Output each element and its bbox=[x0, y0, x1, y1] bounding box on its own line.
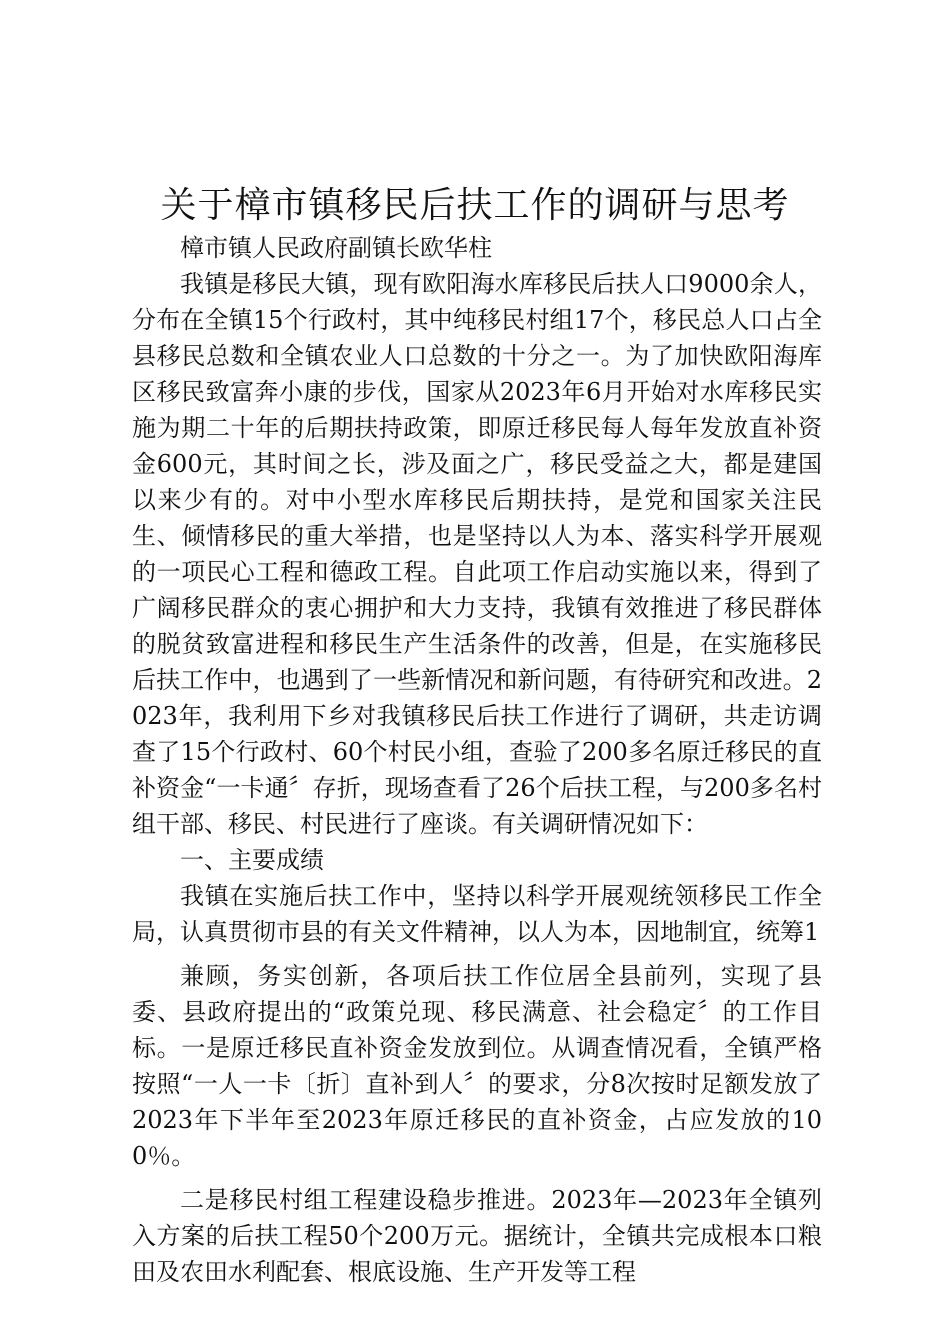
paragraph: 我镇是移民大镇，现有欧阳海水库移民后扶人口9000余人，分布在全镇15个行政村，其中纯移民村组17个，移民总人口占全县移民总数和全镇农业人口总数的十分之一。为了加快欧阳海库区移民致富奔小康的步伐，国家从2023年6月开始对水库移民实施为期二十年的后期扶持政策，即原迁移民每人每年发放直补资金600元，其时间之长，涉及面之广，移民受益之大，都是建国以来少有的。对中小型水库移民后期扶持，是党和国家关注民生、倾情移民的重大举措，也是坚持以人为本、落实科学开展观的一项民心工程和德政工程。自此项工作启动实施以来，得到了广阔移民群众的衷心拥护和大力支持，我镇有效推进了移民群体的脱贫致富进程和移民生产生活条件的改善，但是，在实施移民后扶工作中，也遇到了一些新情况和新问题，有待研究和改进。2023年，我利用下乡对我镇移民后扶工作进行了调研，共走访调查了15个行政村、60个村民小组，查验了200多名原迁移民的直补资金“一卡通〞存折，现场查看了26个后扶工程，与200多名村组干部、移民、村民进行了座谈。有关调研情况如下： bbox=[132, 270, 822, 838]
document-body bbox=[132, 230, 822, 1290]
paragraph: 兼顾，务实创新，各项后扶工作位居全县前列，实现了县委、县政府提出的“政策兑现、移民满意、社会稳定〞的工作目标。一是原迁移民直补资金发放到位。从调查情况看，全镇严格按照“一人一卡〔折〕直补到人〞的要求，分8次按时足额发放了2023年下半年至2023年原迁移民的直补资金，占应发放的100％。 bbox=[132, 962, 822, 1170]
document-title: 关于樟市镇移民后扶工作的调研与思考 bbox=[160, 185, 790, 226]
author-line: 樟市镇人民政府副镇长欧华柱 bbox=[180, 234, 492, 262]
paragraph: 我镇在实施后扶工作中，坚持以科学开展观统领移民工作全局，认真贯彻市县的有关文件精神，以人为本，因地制宜，统筹1 bbox=[132, 882, 822, 946]
section-heading: 一、主要成绩 bbox=[180, 846, 324, 874]
paragraph: 二是移民村组工程建设稳步推进。2023年—2023年全镇列入方案的后扶工程50个200万元。据统计，全镇共完成根本口粮田及农田水利配套、根底设施、生产开发等工程 bbox=[132, 1186, 822, 1286]
